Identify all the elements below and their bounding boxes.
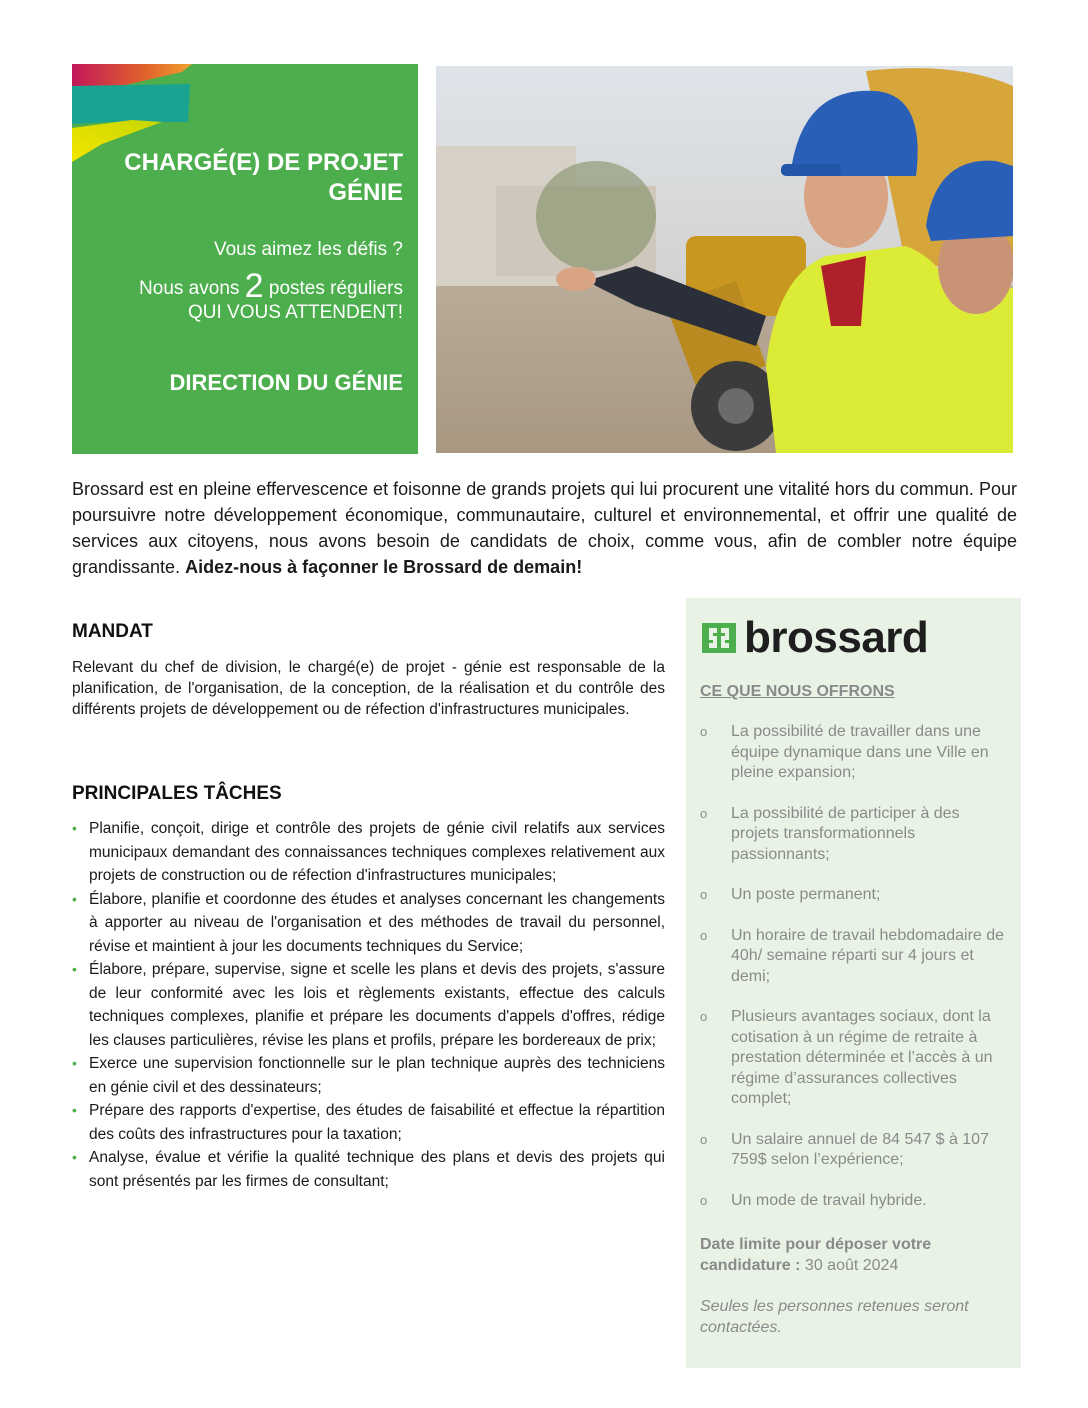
task-item <box>72 817 665 888</box>
tagline-waiting: QUI VOUS ATTENDENT! <box>187 302 403 323</box>
bullet-icon: • <box>72 820 77 836</box>
task-text: Élabore, planifie et coordonne des études et analyses concernant les changements à apporter au niveau de l'organisation et des méthodes de travail du personnel, révise et maintient à jour les documents techniques du Service; <box>89 890 665 955</box>
bullet-icon: • <box>72 890 77 907</box>
offer-item <box>700 804 1005 866</box>
department-name: DIRECTION DU GÉNIE <box>169 370 403 395</box>
circle-bullet-icon: o <box>700 724 708 739</box>
mandat-heading: MANDAT <box>72 621 153 642</box>
offer-text: Un mode de travail hybride. <box>731 1191 927 1209</box>
task-item <box>72 1052 665 1099</box>
brossard-emblem-icon <box>702 623 736 653</box>
task-item <box>72 1099 665 1146</box>
circle-bullet-icon: o <box>700 927 708 943</box>
intro-call-to-action: Aidez-nous à façonner le Brossard de demain! <box>185 557 583 577</box>
application-deadline <box>700 1234 1005 1276</box>
circle-bullet-icon: o <box>700 887 708 902</box>
construction-workers-image <box>436 66 1013 453</box>
circle-bullet-icon: o <box>700 1131 708 1147</box>
circle-bullet-icon: o <box>700 805 708 821</box>
offer-text: Un horaire de travail hebdomadaire de 40h/ semaine réparti sur 4 jours et demi; <box>731 926 1005 985</box>
offer-text: La possibilité de travailler dans une équipe dynamique dans une Ville en pleine expansion; <box>731 723 989 781</box>
offer-item <box>700 1007 1005 1110</box>
offer-item <box>700 885 1005 906</box>
bullet-icon: • <box>72 1055 77 1071</box>
hero-photo <box>436 66 1013 453</box>
deadline-label: Date limite pour déposer votre candidature : <box>700 1236 932 1274</box>
bullet-icon: • <box>72 1102 77 1118</box>
task-text: Analyse, évalue et vérifie la qualité technique des plans et devis des projets qui sont présentés par les firmes de consultant; <box>89 1149 665 1190</box>
circle-bullet-icon: o <box>700 1192 708 1208</box>
offer-heading: CE QUE NOUS OFFRONS <box>700 683 895 700</box>
task-item <box>72 958 665 1052</box>
task-text: Planifie, conçoit, dirige et contrôle des projets de génie civil relatifs aux services municipaux demandant des connaissances techniques complexes relativement aux projets de construction ou de réfection d'infrastructures municipales; <box>89 820 665 884</box>
positions-count: 2 <box>244 267 264 305</box>
logo-wordmark: brossard <box>744 613 929 662</box>
job-title: CHARGÉ(E) DE PROJET GÉNIE <box>124 149 403 206</box>
intro-text: Brossard est en pleine effervescence et foisonne de grands projets qui lui procurent une vitalité hors du commun. Pour poursuivre notre développement économique, communautaire, culturel et environnemental, et offrir une qualité de services aux citoyens, nous avons besoin de candidats de choix, comme vous, afin de combler notre équipe grandissante. <box>72 479 1017 577</box>
offer-item <box>700 1130 1005 1171</box>
task-text: Exerce une supervision fonctionnelle sur le plan technique auprès des techniciens en génie civil et des dessinateurs; <box>89 1055 665 1096</box>
tagline-prefix: Nous avons <box>139 278 240 299</box>
offer-item <box>700 926 1005 988</box>
bullet-icon: • <box>72 961 77 977</box>
task-text: Prépare des rapports d'expertise, des études de faisabilité et effectue la répartition des coûts des infrastructures pour la taxation; <box>89 1102 665 1143</box>
offer-item <box>700 1191 1005 1212</box>
task-item <box>72 1146 665 1193</box>
deadline-date: 30 août 2024 <box>804 1257 899 1274</box>
tasks-list <box>72 817 665 1193</box>
brossard-logo <box>702 613 929 662</box>
offer-text: Un poste permanent; <box>731 886 881 903</box>
offer-panel <box>686 598 1021 1368</box>
offer-text: Un salaire annuel de 84 547 $ à 107 759$ selon l’expérience; <box>731 1130 989 1168</box>
tagline-suffix: postes réguliers <box>268 278 403 299</box>
task-item <box>72 888 665 959</box>
offers-list <box>700 722 1005 1211</box>
tasks-heading: PRINCIPALES TÂCHES <box>72 783 282 804</box>
task-text: Élabore, prépare, supervise, signe et scelle les plans et devis des projets, s'assure de leur conformité avec les lois et règlements existants, effectue des calculs techniques complexes, planifie et prépare les documents d'appels d'offres, rédige les clauses particulières, révise les plans et profils, prépare les bordereaux de prix; <box>89 961 665 1049</box>
contact-note: Seules les personnes retenues seront contactées. <box>700 1298 969 1336</box>
intro-paragraph <box>72 476 1017 580</box>
bullet-icon: • <box>72 1149 77 1165</box>
circle-bullet-icon: o <box>700 1009 708 1024</box>
offer-text: La possibilité de participer à des projets transformationnels passionnants; <box>731 804 960 863</box>
tagline-question: Vous aimez les défis ? <box>213 239 403 260</box>
mandat-text: Relevant du chef de division, le chargé(e) de projet - génie est responsable de la planification, de l'organisation, de la conception, de la réalisation et du contrôle des différents projets de développement ou de réfection d'infrastructures municipales. <box>72 659 665 718</box>
header-banner <box>72 64 418 454</box>
tagline <box>83 238 403 325</box>
offer-item <box>700 722 1005 784</box>
offer-text: Plusieurs avantages sociaux, dont la cotisation à un régime de retraite à prestation déterminée et l’accès à un régime d’assurances collectives complet; <box>731 1008 993 1107</box>
